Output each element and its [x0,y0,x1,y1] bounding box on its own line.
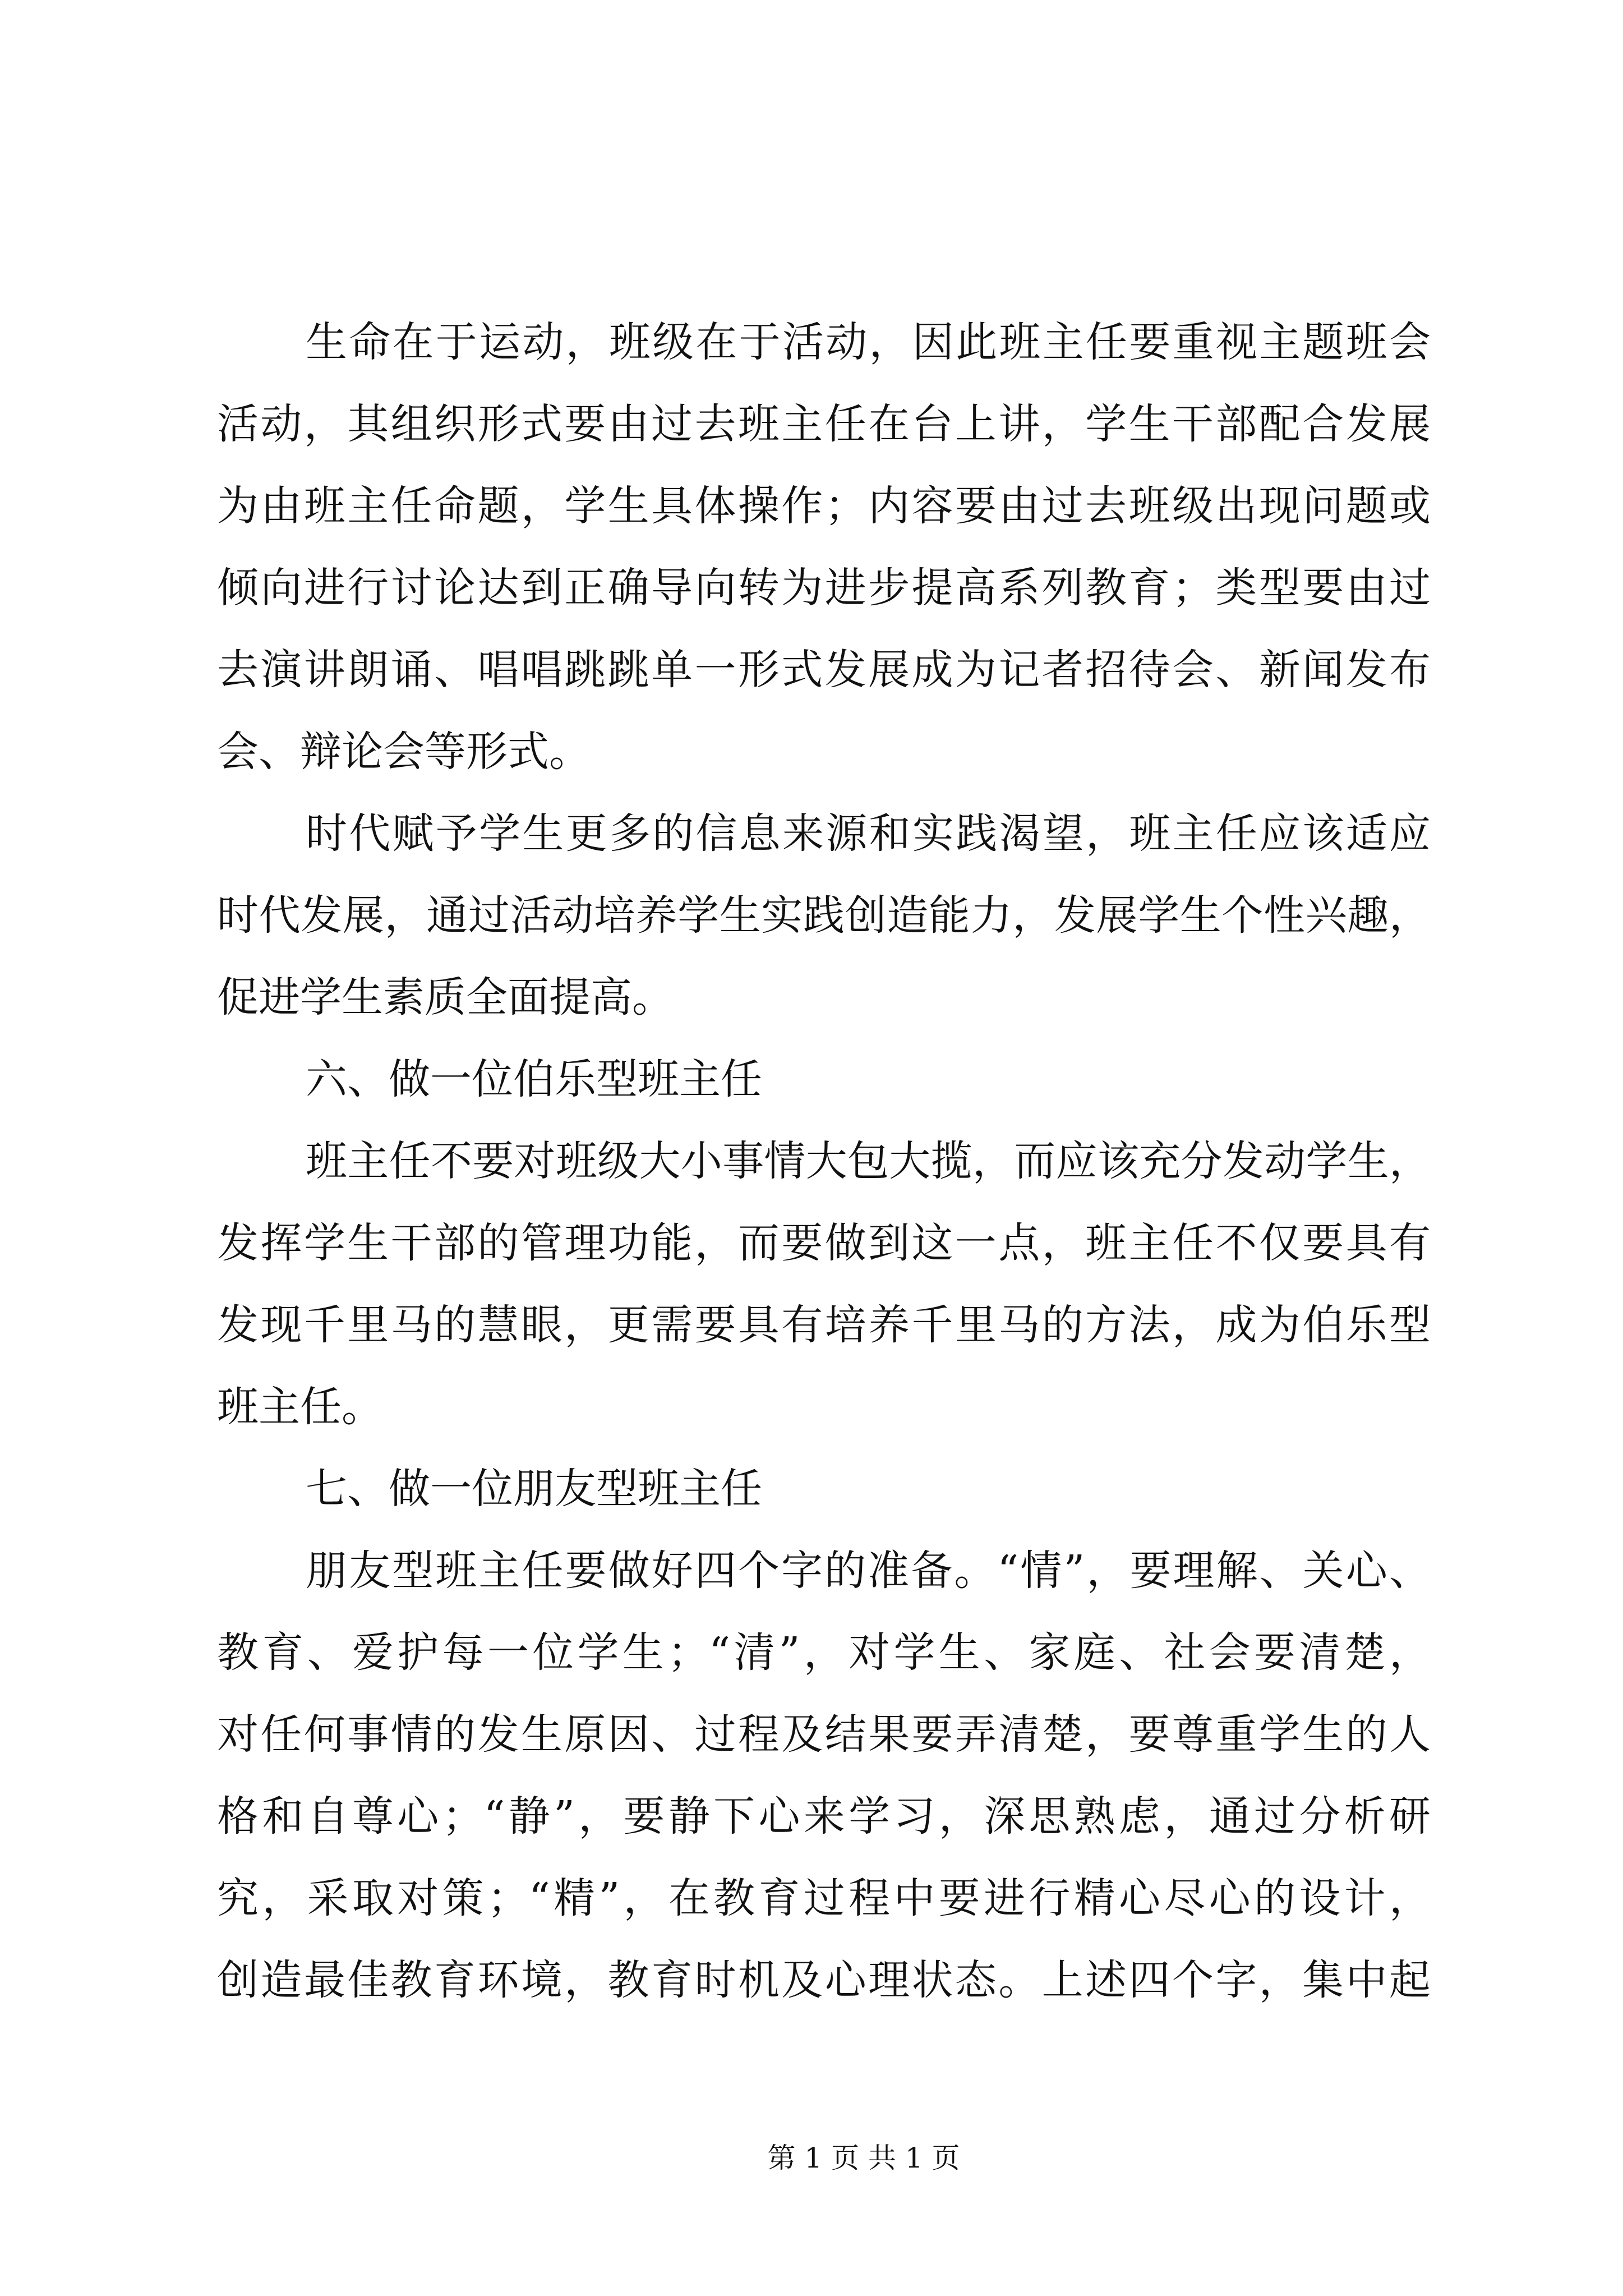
text-line: 倾向进行讨论达到正确导向转为进步提高系列教育；类型要由过 [217,564,1431,612]
text-line: 时代发展，通过活动培养学生实践创造能力，发展学生个性兴趣， [217,891,1431,940]
paragraph [217,301,1431,793]
text-line: 创造最佳教育环境，教育时机及心理状态。上述四个字，集中起 [217,1956,1431,2004]
section-heading: 六、做一位伯乐型班主任 [306,1055,762,1103]
page-number-footer: 第 1 页 共 1 页 [767,2142,960,2174]
text-line: 为由班主任命题，学生具体操作；内容要由过去班级出现问题或 [217,482,1431,530]
text-line: 发现千里马的慧眼，更需要具有培养千里马的方法，成为伯乐型 [217,1301,1431,1349]
text-line: 教育、爱护每一位学生；“清”，对学生、家庭、社会要清楚， [217,1628,1431,1677]
text-line: 究，采取对策；“精”，在教育过程中要进行精心尽心的设计， [217,1874,1431,1922]
paragraph [217,1120,1431,1448]
paragraph [217,1530,1431,2021]
paragraph [217,793,1431,1038]
text-line: 班主任不要对班级大小事情大包大揽，而应该充分发动学生， [306,1137,1431,1185]
text-line: 生命在于运动，班级在于活动，因此班主任要重视主题班会 [306,318,1431,366]
text-line: 班主任。 [217,1383,383,1431]
text-line: 促进学生素质全面提高。 [217,973,674,1022]
text-line: 格和自尊心；“静”，要静下心来学习，深思熟虑，通过分析研 [217,1792,1431,1841]
text-line: 活动，其组织形式要由过去班主任在台上讲，学生干部配合发展 [217,400,1431,448]
text-line: 会、辩论会等形式。 [217,728,591,776]
text-line: 对任何事情的发生原因、过程及结果要弄清楚，要尊重学生的人 [217,1710,1431,1759]
text-line: 发挥学生干部的管理功能，而要做到这一点，班主任不仅要具有 [217,1219,1431,1267]
text-line: 朋友型班主任要做好四个字的准备。“情”，要理解、关心、 [306,1547,1431,1595]
section-heading: 七、做一位朋友型班主任 [306,1465,762,1513]
document-body [217,301,1431,2021]
text-line: 去演讲朗诵、唱唱跳跳单一形式发展成为记者招待会、新闻发布 [217,646,1431,694]
text-line: 时代赋予学生更多的信息来源和实践渴望，班主任应该适应 [306,809,1431,858]
